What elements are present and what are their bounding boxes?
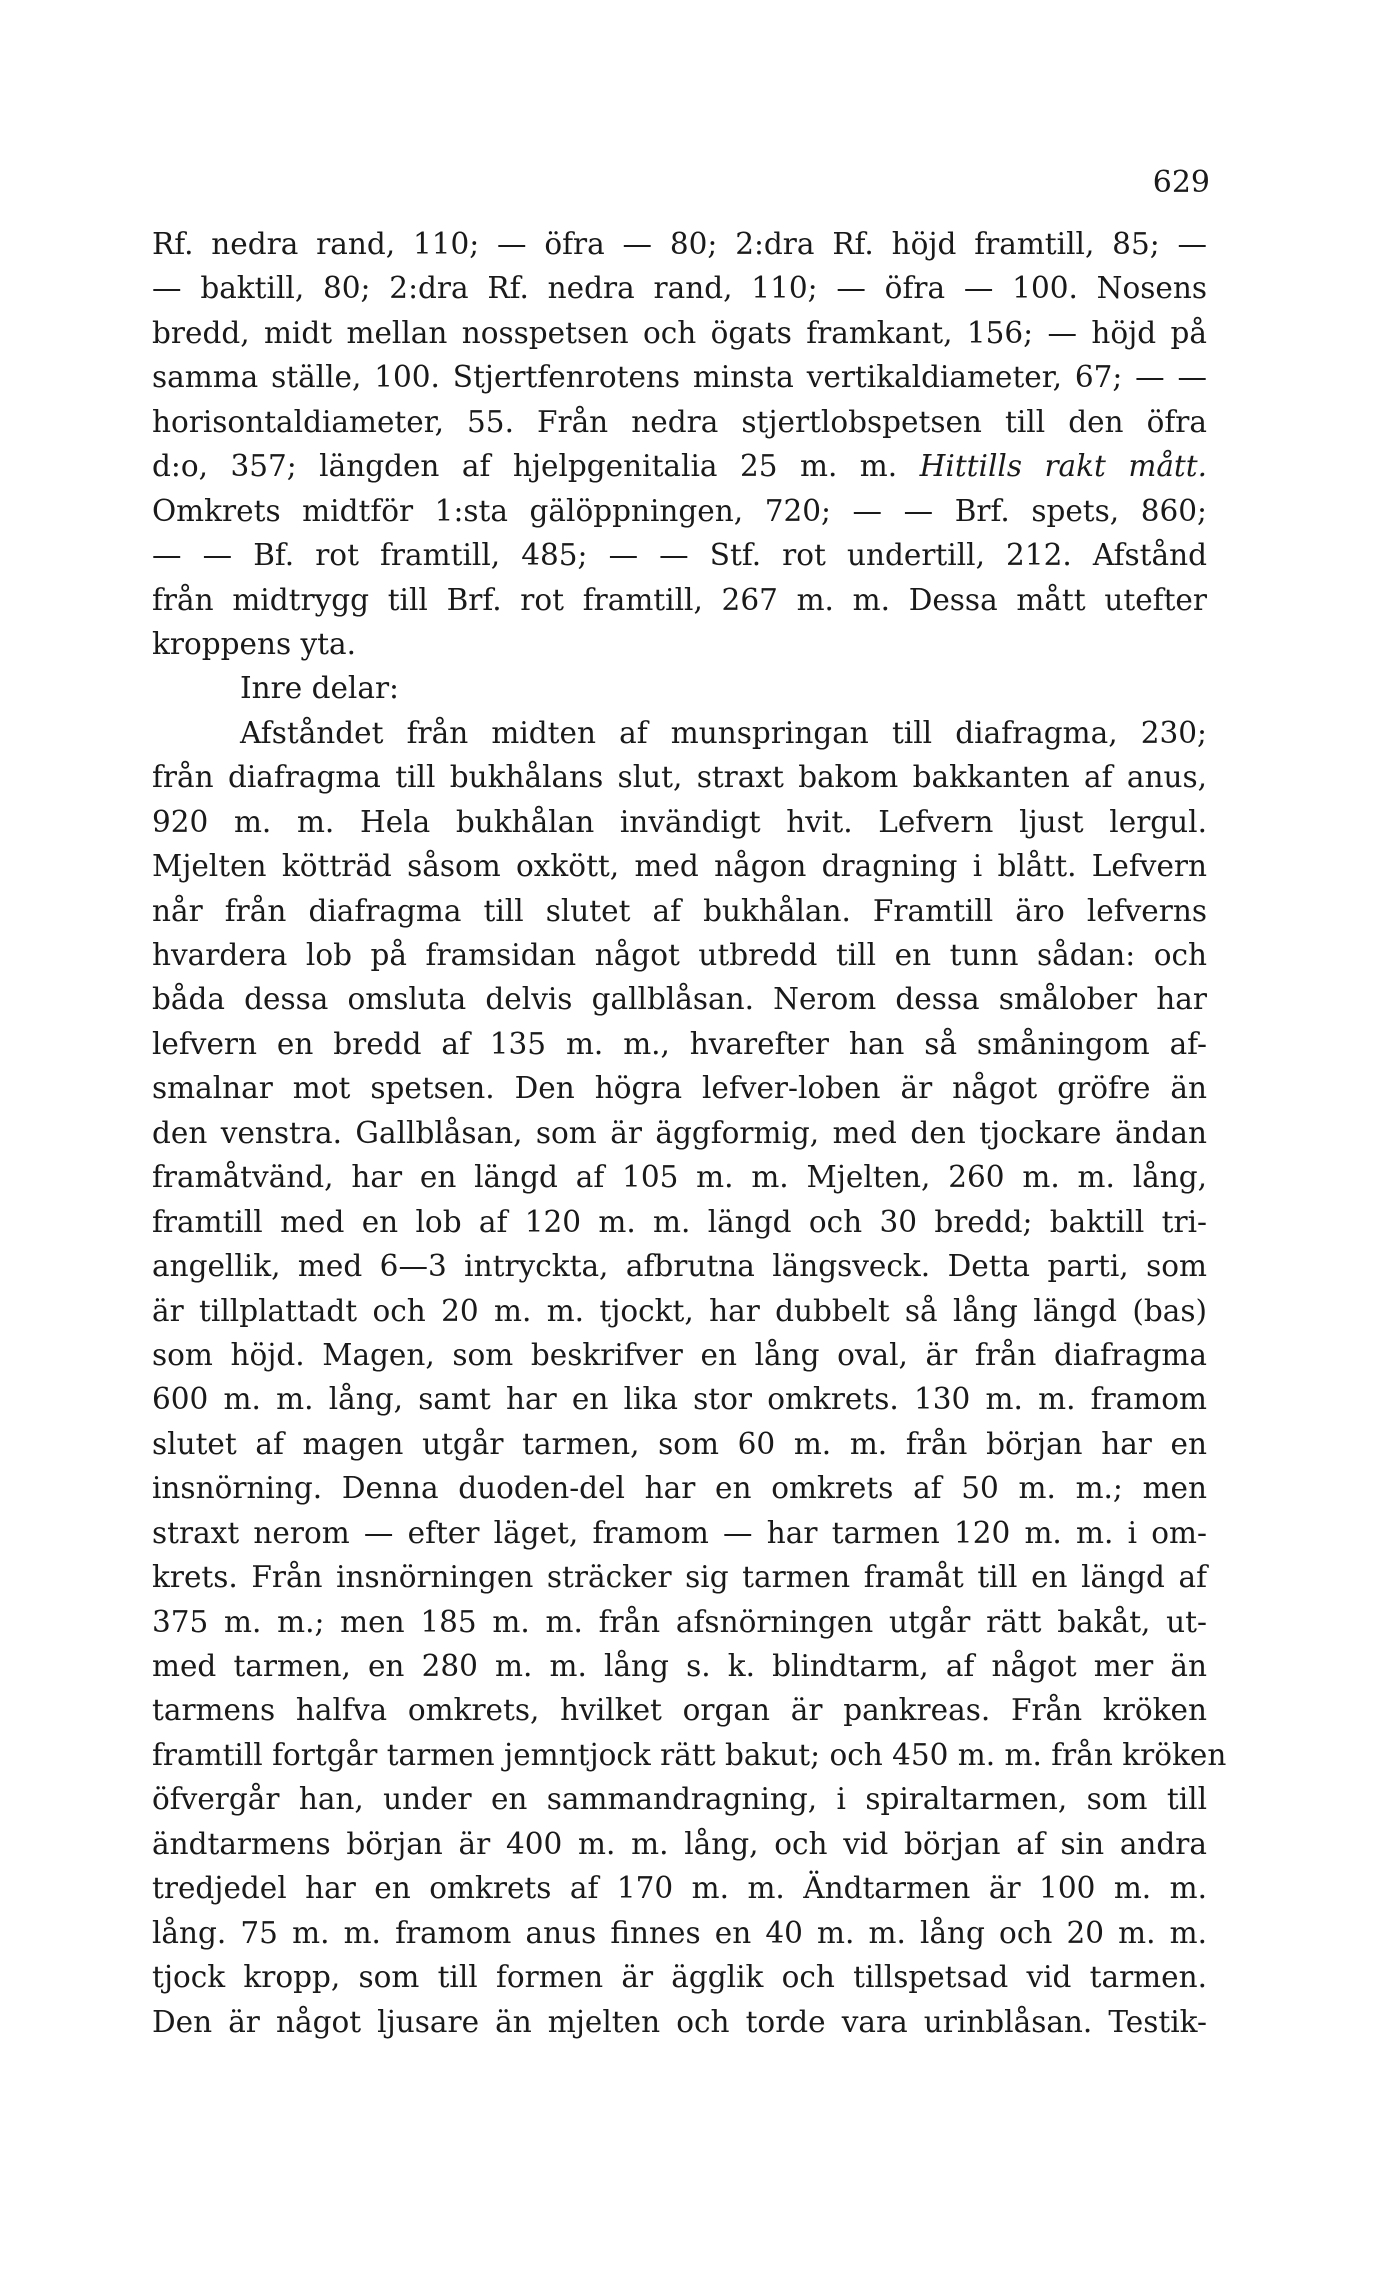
body-text: [152, 222, 1227, 2044]
text-line: tarmens halfva omkrets, hvilket organ är pankreas. Från kröken: [152, 1693, 1207, 1728]
text-line: Mjelten kötträd såsom oxkött, med någon dragning i blått. Lefvern: [152, 849, 1207, 884]
text-line: som höjd. Magen, som beskrifver en lång oval, är från diafragma: [152, 1337, 1207, 1372]
text-line-with-italic: [152, 444, 1207, 488]
text-line: lefvern en bredd af 135 m. m., hvarefter han så småningom af-: [152, 1026, 1207, 1061]
text-line: öfvergår han, under en sammandragning, i spiraltarmen, som till: [152, 1782, 1207, 1817]
text-line: samma ställe, 100. Stjertfenrotens minsta vertikaldiameter, 67; — —: [152, 360, 1207, 395]
text-line: krets. Från insnörningen sträcker sig tarmen framåt till en längd af: [152, 1560, 1207, 1595]
text-line: lång. 75 m. m. framom anus finnes en 40 m. m. lång och 20 m. m.: [152, 1915, 1207, 1950]
text-line: Afståndet från midten af munspringan till diafragma, 230;: [240, 715, 1207, 750]
text-line: 375 m. m.; men 185 m. m. från afsnörningen utgår rätt bakåt, ut-: [152, 1604, 1207, 1639]
text-line: straxt nerom — efter läget, framom — har tarmen 120 m. m. i om-: [152, 1515, 1207, 1550]
text-line: den venstra. Gallblåsan, som är äggformig, med den tjockare ändan: [152, 1115, 1207, 1150]
text-line: hvardera lob på framsidan något utbredd till en tunn sådan: och: [152, 938, 1207, 972]
text-line: insnörning. Denna duoden-del har en omkrets af 50 m. m.; men: [152, 1471, 1207, 1506]
text-line: tjock kropp, som till formen är ägglik och tillspetsad vid tarmen.: [152, 1960, 1207, 1995]
text-line: slutet af magen utgår tarmen, som 60 m. m. från början har en: [152, 1426, 1207, 1461]
text-line: bredd, midt mellan nosspetsen och ögats framkant, 156; — höjd på: [152, 315, 1207, 350]
text-line: tredjedel har en omkrets af 170 m. m. Ändtarmen är 100 m. m.: [152, 1871, 1207, 1906]
text-line: ändtarmens början är 400 m. m. lång, och vid början af sin andra: [152, 1826, 1207, 1861]
text-line: från midtrygg till Brf. rot framtill, 267 m. m. Dessa mått utefter: [152, 582, 1207, 617]
text-line: 600 m. m. lång, samt har en lika stor omkrets. 130 m. m. framom: [152, 1382, 1207, 1417]
text-line: når från diafragma till slutet af bukhålan. Framtill äro lefverns: [152, 893, 1207, 928]
text-line: framtill fortgår tarmen jemntjock rätt bakut; och 450 m. m. från kröken: [152, 1737, 1227, 1772]
text-line: 920 m. m. Hela bukhålan invändigt hvit. Lefvern ljust lergul.: [152, 804, 1207, 839]
text-line: horisontaldiameter, 55. Från nedra stjertlobspetsen till den öfra: [152, 404, 1207, 439]
page-number: 629: [1152, 165, 1210, 200]
text-line: Omkrets midtför 1:sta gälöppningen, 720; — — Brf. spets, 860;: [152, 493, 1207, 528]
text-line: framtill med en lob af 120 m. m. längd och 30 bredd; baktill tri-: [152, 1204, 1207, 1239]
section-heading: Inre delar:: [240, 671, 399, 706]
text-line: båda dessa omsluta delvis gallblåsan. Nerom dessa smålober har: [152, 982, 1207, 1017]
text-line: — baktill, 80; 2:dra Rf. nedra rand, 110; — öfra — 100. Nosens: [152, 271, 1207, 306]
text-line: är tillplattadt och 20 m. m. tjockt, har dubbelt så lång längd (bas): [152, 1293, 1207, 1328]
italic-text-run: Hittills rakt mått.: [919, 449, 1207, 484]
text-line: framåtvänd, har en längd af 105 m. m. Mjelten, 260 m. m. lång,: [152, 1160, 1207, 1195]
text-run: d:o, 357; längden af hjelpgenitalia 25 m. m.: [152, 449, 898, 484]
text-line: kroppens yta.: [152, 626, 356, 661]
text-line: Den är något ljusare än mjelten och torde vara urinblåsan. Testik-: [152, 2004, 1207, 2039]
text-line: med tarmen, en 280 m. m. lång s. k. blindtarm, af något mer än: [152, 1649, 1207, 1683]
text-line: Rf. nedra rand, 110; — öfra — 80; 2:dra Rf. höjd framtill, 85; —: [152, 227, 1207, 261]
text-line: — — Bf. rot framtill, 485; — — Stf. rot undertill, 212. Afstånd: [152, 538, 1207, 573]
text-line: från diafragma till bukhålans slut, straxt bakom bakkanten af anus,: [152, 760, 1207, 795]
text-line: smalnar mot spetsen. Den högra lefver-loben är något gröfre än: [152, 1071, 1207, 1106]
text-line: angellik, med 6—3 intryckta, afbrutna längsveck. Detta parti, som: [152, 1249, 1207, 1284]
